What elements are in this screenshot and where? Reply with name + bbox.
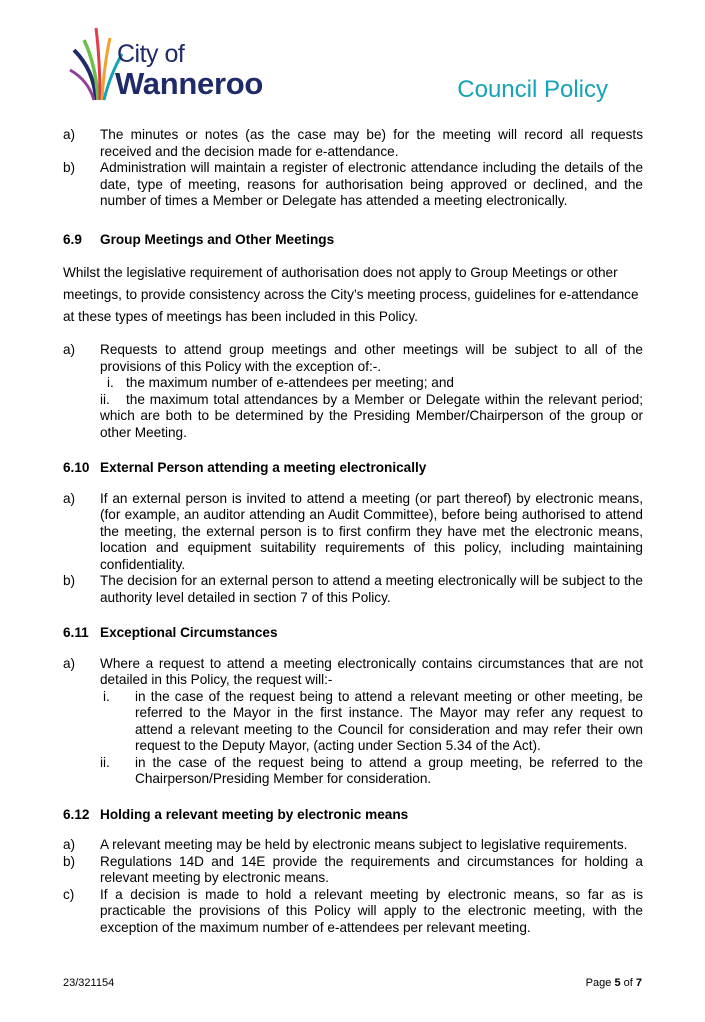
sub-list-item [63,755,643,788]
list-item [63,127,643,160]
logo-wanneroo-text: Wanneroo [115,66,263,101]
list-item [63,160,643,210]
page-total: 7 [635,977,642,989]
sub-list-item-text: in the case of the request being to attend a group meeting, be referred to the Chairperson/Presiding Member for consideration. [135,754,643,786]
section-heading-6-12 [63,807,643,824]
list-item-text: Regulations 14D and 14E provide the requirements and circumstances for holding a relevant meeting by electronic means. [100,853,643,885]
list-item-text: The decision for an external person to attend a meeting electronically will be subject to the authority level detailed in section 7 of this Policy. [100,573,643,605]
page-current: 5 [614,977,621,989]
list-item-text: The minutes or notes (as the case may be) for the meeting will record all requests received and the decision made for e-attendance. [100,127,643,159]
sub-list-item-label: i. [107,375,114,390]
document-number: 23/321154 [63,977,115,989]
section-number: 6.9 [63,231,82,247]
list-item-text: Requests to attend group meetings and other meetings will be subject to all of the provisions of this Policy with the exception of:-. [100,342,643,374]
document-type-title: Council Policy [457,76,608,103]
section-number: 6.12 [63,806,90,822]
section-heading-6-11 [63,625,643,642]
list-item [63,573,643,606]
sub-list-item-label: ii. [100,754,110,770]
section-title: Exceptional Circumstances [100,625,278,640]
list-item [63,491,643,574]
section-heading-6-10 [63,460,643,477]
section-paragraph: Whilst the legislative requirement of authorisation does not apply to Group Meetings or other meetings, to provide consistency across the City’s meeting process, guidelines for e-attendance at these types of meetings has been included in this Policy. [63,265,639,324]
logo-city-of-text: City of [117,40,185,68]
city-of-wanneroo-logo [66,20,296,102]
list-item-label: a) [63,490,76,506]
list-item [63,342,643,375]
list-item-text: A relevant meeting may be held by electronic means subject to legislative requirements. [100,837,628,852]
sub-list-item [63,689,643,755]
list-item-label: a) [63,837,76,852]
list-item-text: If a decision is made to hold a relevant meeting by electronic means, so far as is practicable the provisions of this Policy will apply to the electronic meeting, with the exception of the maximum number of e-attendees per relevant meeting. [100,886,643,935]
section-number: 6.10 [63,460,90,475]
section-number: 6.11 [63,625,89,640]
list-item-label: b) [63,573,76,588]
page-of: of [623,977,633,989]
page-indicator [586,977,642,989]
list-item-label: a) [63,127,76,142]
sub-list-item-text: in the case of the request being to attend a relevant meeting or other meeting, be referred to the Mayor in the first instance. The Mayor may refer any request to attend a relevant meeting to the Council for consideration and may refer their own request to the Deputy Mayor, (acting under Section 5.34 of the Act). [135,688,643,753]
sub-list-item-text: the maximum number of e-attendees per meeting; and [126,375,454,390]
list-item-label: b) [63,853,76,869]
sub-list-item-label: i. [103,688,110,704]
list-item-label: a) [63,342,76,357]
section-title: Group Meetings and Other Meetings [100,231,335,247]
list-item-text: Administration will maintain a register of electronic attendance including the details of the date, type of meeting, reasons for authorisation being approved or declined, and the number of times a Member or Delegate has attended a meeting electronically. [100,160,643,208]
section-title: External Person attending a meeting electronically [100,460,427,475]
list-item [63,887,643,937]
sub-list-item-text: the maximum total attendances by a Member or Delegate within the relevant period; which are both to be determined by the Presiding Member/Chairperson of the group or other Meeting. [100,391,643,440]
list-item-label: b) [63,160,76,175]
sub-list-item [63,375,643,392]
section-heading-6-9 [63,232,643,249]
page-word: Page [585,977,612,989]
policy-body [63,127,643,936]
list-item-label: c) [63,886,75,902]
sub-list-item [63,392,643,442]
list-item [63,656,643,689]
list-item [63,854,643,887]
list-item-label: a) [63,655,76,671]
list-item-text: Where a request to attend a meeting electronically contains circumstances that are not detailed in this Policy, the request will:- [100,655,643,687]
list-item-text: If an external person is invited to attend a meeting (or part thereof) by electronic means, (for example, an auditor attending an Audit Committee), before being authorised to attend the meeting, the external person is to first confirm they have met the electronic means, location and equipment suitability requirements of this policy, including maintaining confidentiality. [100,490,643,572]
section-title: Holding a relevant meeting by electronic means [100,806,409,822]
sub-list-item-label: ii. [100,391,110,407]
list-item [63,837,643,854]
